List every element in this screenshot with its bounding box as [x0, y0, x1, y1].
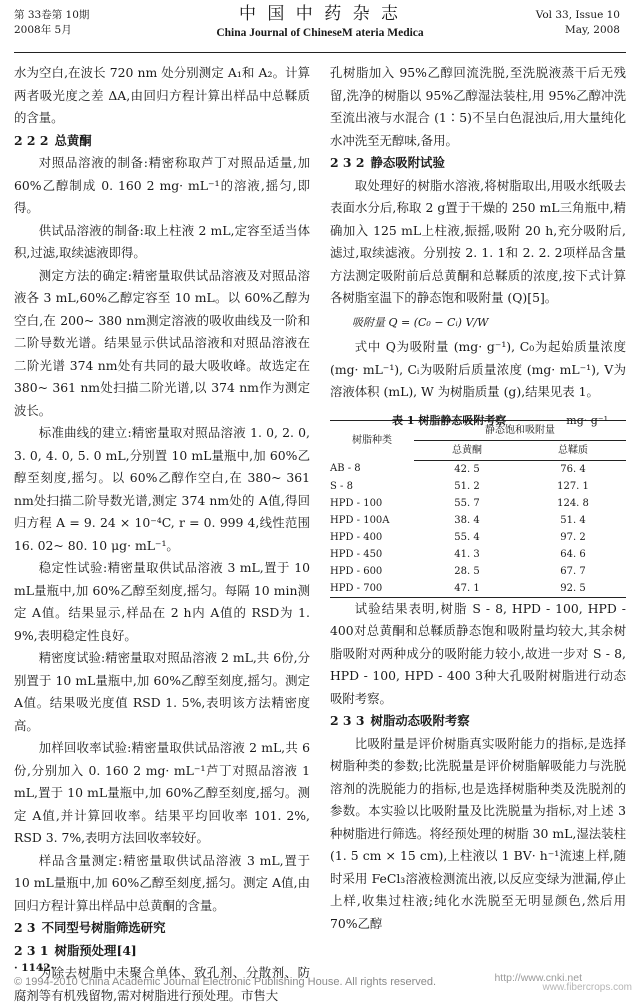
issue-date: 2008年 5月	[14, 24, 72, 36]
resin-name: HPD - 100A	[330, 514, 390, 526]
section-title: 静态吸附试验	[370, 155, 445, 170]
watermark: www.fibercrops.com	[542, 982, 632, 993]
table-body	[330, 460, 626, 597]
section-title: 树脂动态吸附考察	[370, 713, 470, 728]
tannin-value: 124. 8	[557, 497, 589, 509]
flavonoid-value: 47. 1	[414, 580, 520, 598]
paragraph: 加样回收率试验:精密量取供试品溶液 2 mL,共 6份,分别加入 0. 160 2 mg· mL⁻¹芦丁对照品溶液 1 mL,置于 10 mL量瓶中,加 60%乙醇至刻度,摇匀。测定 A值,并计算回收率。结果平均回收率 101. 2%, RSD 3. 7%,表明方法回收率较好。	[14, 740, 310, 845]
paragraph: 取处理好的树脂水溶液,将树脂取出,用吸水纸吸去表面水分后,称取 2 g置于干燥的 250 mL三角瓶中,精确加入 125 mL上柱液,振摇,吸附 20 h,充分吸附后,滤过,取续滤液。分别按 2. 1. 1和 2. 2. 2项样品含量方法测定吸附前后总黄酮和总鞣质的浓度,按下式计算各树脂室温下的静态饱和吸附量 (Q)[5]。	[330, 177, 626, 305]
section-heading-2-3-1	[14, 940, 310, 963]
resin-name: AB - 8	[330, 463, 361, 475]
page-footer	[14, 962, 632, 998]
adsorption-formula: 吸附量 Q = (C₀ − Cᵢ) V/W	[352, 315, 489, 329]
paragraph: 供试品溶液的制备:取上柱液 2 mL,定容至适当体积,过滤,取续滤液即得。	[14, 222, 310, 260]
volume-issue-en: Vol 33, Issue 10	[535, 9, 620, 21]
tannin-value: 76. 4	[560, 463, 586, 475]
paragraph: 对照品溶液的制备:精密称取芦丁对照品适量,加 60%乙醇制成 0. 160 2 mg· mL⁻¹的溶液,摇匀,即得。	[14, 155, 310, 215]
paragraph: 试验结果表明,树脂 S - 8, HPD - 100, HPD - 400对总黄酮和总鞣质静态饱和吸附量均较大,其余树脂吸附对两种成分的吸附能力较小,故进一步对 S - 8, HPD - 100, HPD - 400 3种大孔吸附树脂进行动态吸附考察。	[330, 600, 626, 706]
paragraph: 测定方法的确定:精密量取供试品溶液及对照品溶液各 3 mL,60%乙醇定容至 10 mL。以 60%乙醇为空白,在 200~ 380 nm测定溶液的吸收曲线及一阶和二阶导数光谱。结果显示供试品溶液和对照品溶液在二阶光谱 374 nm处有共同的最大吸收峰。故选定在 380~ 361 nm处扫描二阶光谱,以 374 nm作为测定波长。	[14, 267, 310, 418]
resin-name: HPD - 600	[330, 565, 383, 577]
section-title: 总黄酮	[54, 132, 92, 148]
table-row	[330, 512, 626, 529]
section-number: 2 3 3	[330, 713, 365, 728]
resin-adsorption-table	[330, 420, 626, 598]
table-row	[330, 495, 626, 512]
tannin-value: 64. 6	[560, 548, 586, 560]
paragraph: 样品含量测定:精密量取供试品溶液 3 mL,置于 10 mL量瓶中,加 60%乙醇至刻度,摇匀。测定 A值,由回归方程计算出样品中总黄酮的含量。	[14, 852, 310, 913]
section-number: 2 2 2	[14, 132, 49, 148]
paragraph: 精密度试验:精密量取对照品溶液 2 mL,共 6份,分别置于 10 mL量瓶中,加 60%乙醇至刻度,摇匀。测定 A值。结果吸光度值 RSD 1. 5%,表明该方法精密度高。	[14, 650, 310, 733]
section-title: 不同型号树脂筛选研究	[41, 920, 166, 935]
paragraph: 比吸附量是评价树脂真实吸附能力的指标,是选择树脂种类的参数;比洗脱量是评价树脂解吸能力与洗脱溶剂的洗脱能力的指标,也是选择树脂种类及洗脱剂的参数。本实验以比吸附量及比洗脱量为指标,对上述 3种树脂进行筛选。将经预处理的树脂 30 mL,湿法装柱 (1. 5 cm × 15 cm),上柱液以 1 BV· h⁻¹流速上样,随时采用 FeCl₃溶液检测流出液,以反应变绿为泄漏,停止上样,收集过柱液;纯化水洗脱至无明显颜色,然后用 70%乙醇	[330, 735, 626, 931]
table-row	[330, 478, 626, 495]
flavonoid-value: 55. 7	[454, 497, 480, 509]
tannin-value: 97. 2	[560, 531, 586, 543]
cnki-link[interactable]: http://www.cnki.net	[494, 972, 582, 984]
flavonoid-value: 51. 2	[454, 480, 480, 492]
section-number: 2 3	[14, 920, 36, 935]
table-row	[330, 580, 626, 598]
section-title: 树脂预处理[4]	[54, 942, 137, 958]
issue-info	[14, 8, 89, 38]
journal-title-zh: 中 国 中 药 杂 志	[238, 4, 402, 24]
paragraph: 孔树脂加入 95%乙醇回流洗脱,至洗脱液蒸干后无残留,洗净的树脂以 95%乙醇湿法装柱,用 95%乙醇冲洗至流出液与水混合 (1∶5)不呈白色混浊后,用大量纯化水冲洗至无醇味,备用。	[330, 65, 626, 148]
column-header-resin: 树脂种类	[330, 420, 414, 460]
flavonoid-value: 41. 3	[454, 548, 480, 560]
resin-name: HPD - 700	[330, 580, 414, 598]
section-heading-2-2-2	[14, 130, 310, 153]
left-column	[14, 62, 310, 1007]
section-number: 2 3 1	[14, 942, 49, 958]
flavonoid-value: 28. 5	[454, 565, 480, 577]
table-row	[330, 460, 626, 478]
paragraph: 稳定性试验:精密量取供试品溶液 3 mL,置于 10 mL量瓶中,加 60%乙醇至刻度,摇匀。每隔 10 min测定 A值。结果显示,样品在 2 h内 A值的 RSD为 1. 9%,表明稳定性良好。	[14, 560, 310, 643]
table-title: 表 1 树脂静态吸附考察	[392, 413, 507, 427]
tannin-value: 92. 5	[520, 580, 626, 598]
flavonoid-value: 42. 5	[454, 463, 480, 475]
column-header-group: 静态饱和吸附量	[414, 420, 626, 440]
paragraph: 标准曲线的建立:精密量取对照品溶液 1. 0, 2. 0, 3. 0, 4. 0, 5. 0 mL,分别置 10 mL量瓶中,加 60%乙醇至刻度,摇匀。以 60%乙醇作空白,在 380~ 361 nm处扫描二阶导数光谱,测定 374 nm处的 A值,得回归方程 A = 9. 24 × 10⁻⁴C, r = 0. 999 4,线性范围 16. 02~ 80. 10 μg· mL⁻¹。	[14, 425, 310, 553]
page-number: · 1142·	[14, 962, 55, 974]
header-rule	[14, 52, 626, 53]
flavonoid-value: 38. 4	[454, 514, 480, 526]
resin-name: HPD - 100	[330, 497, 383, 509]
tannin-value: 51. 4	[560, 514, 586, 526]
resin-name: HPD - 450	[330, 548, 383, 560]
issue-date-en: May, 2008	[565, 24, 620, 36]
section-heading-2-3-2	[330, 152, 626, 175]
table-row	[330, 546, 626, 563]
table-row	[330, 563, 626, 580]
right-column	[330, 62, 626, 935]
section-number: 2 3 2	[330, 155, 365, 170]
table-row	[330, 529, 626, 546]
column-header-tannin: 总鞣质	[520, 440, 626, 460]
section-heading-2-3	[14, 917, 310, 940]
section-heading-2-3-3	[330, 710, 626, 733]
resin-name: S - 8	[330, 480, 353, 492]
paragraph: 为除去树脂中未聚合单体、致孔剂、分散剂、防腐剂等有机残留物,需对树脂进行预处理。市售大	[14, 965, 310, 1003]
volume-issue: 第 33卷第 10期	[14, 9, 90, 21]
tannin-value: 127. 1	[557, 480, 589, 492]
tannin-value: 67. 7	[560, 565, 586, 577]
paragraph: 水为空白,在波长 720 nm 处分别测定 A₁和 A₂。计算两者吸光度之差 ΔA,由回归方程计算出样品中总鞣质的含量。	[14, 65, 310, 125]
page-header	[0, 0, 640, 54]
resin-name: HPD - 400	[330, 531, 383, 543]
journal-title	[180, 4, 460, 42]
table-unit: mg· g⁻¹	[566, 413, 608, 427]
paragraph: 式中 Q为吸附量 (mg· g⁻¹), C₀为起始质量浓度 (mg· mL⁻¹), Cᵢ为吸附后质量浓度 (mg· mL⁻¹), V为溶液体积 (mL), W 为树脂质量 (g),结果见表 1。	[330, 339, 626, 399]
copyright-notice: © 1994-2010 China Academic Journal Electronic Publishing House. All rights reserved.	[14, 976, 437, 988]
column-header-flavonoid: 总黄酮	[414, 440, 520, 460]
issue-info-en	[536, 8, 620, 38]
flavonoid-value: 55. 4	[454, 531, 480, 543]
journal-title-en: China Journal of ChineseM ateria Medica	[216, 27, 424, 39]
